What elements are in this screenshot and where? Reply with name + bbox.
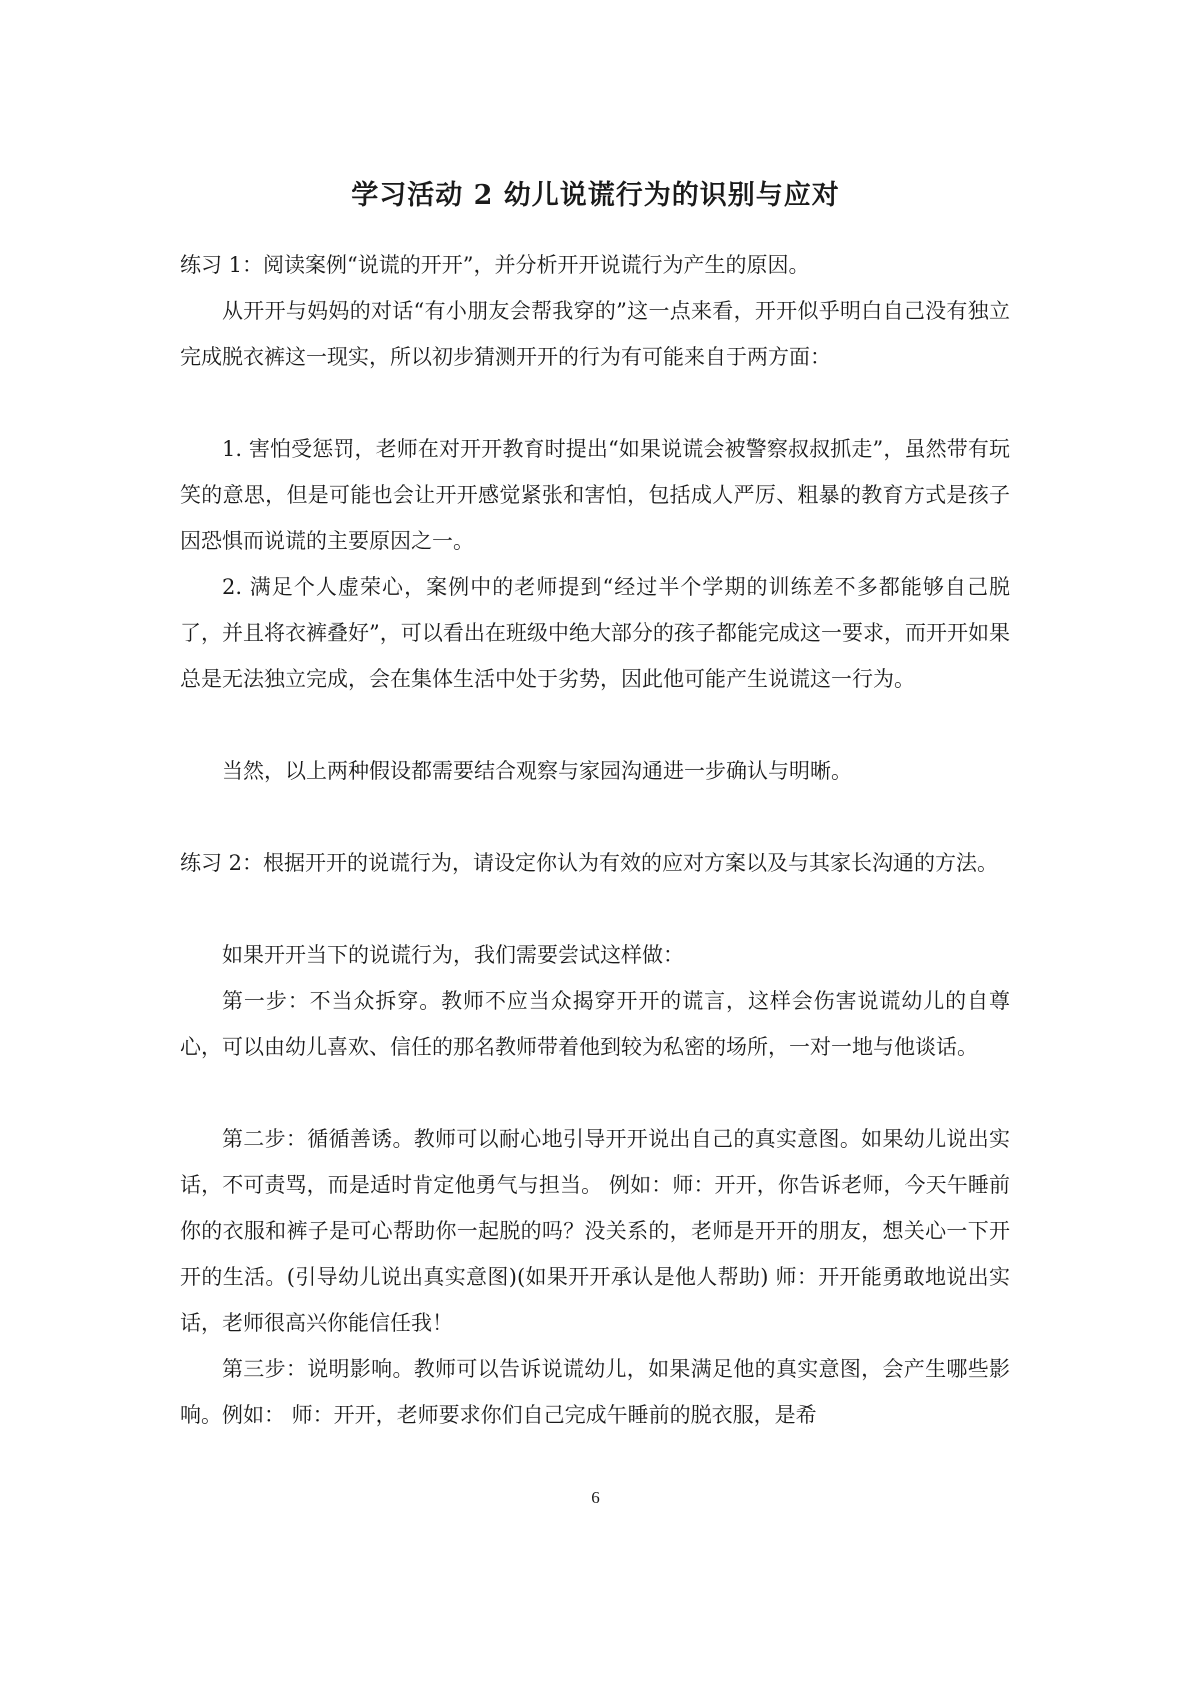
exercise1-conclusion: 当然，以上两种假设都需要结合观察与家园沟通进一步确认与明晰。	[222, 759, 852, 783]
exercise2-step3: 第三步：说明影响。教师可以告诉说谎幼儿，如果满足他的真实意图，会产生哪些影响。例如： 师：开开，老师要求你们自己完成午睡前的脱衣服，是希	[180, 1357, 1010, 1427]
exercise1-reason1: 1. 害怕受惩罚，老师在对开开教育时提出“如果说谎会被警察叔叔抓走”，虽然带有玩笑的意思，但是可能也会让开开感觉紧张和害怕，包括成人严厉、粗暴的教育方式是孩子因恐惧而说谎的主要原因之一。	[180, 437, 1010, 553]
exercise2-step1: 第一步：不当众拆穿。教师不应当众揭穿开开的谎言，这样会伤害说谎幼儿的自尊心，可以由幼儿喜欢、信任的那名教师带着他到较为私密的场所，一对一地与他谈话。	[180, 989, 1010, 1059]
exercise1-reason2: 2. 满足个人虚荣心，案例中的老师提到“经过半个学期的训练差不多都能够自己脱了，并且将衣裤叠好”，可以看出在班级中绝大部分的孩子都能完成这一要求，而开开如果总是无法独立完成，会在集体生活中处于劣势，因此他可能产生说谎这一行为。	[180, 575, 1010, 691]
exercise2-step2: 第二步：循循善诱。教师可以耐心地引导开开说出自己的真实意图。如果幼儿说出实话，不可责骂，而是适时肯定他勇气与担当。 例如：师：开开，你告诉老师，今天午睡前你的衣服和裤子是可心帮助你一起脱的吗？没关系的，老师是开开的朋友，想关心一下开开的生活。(引导幼儿说出真实意图)(如果开开承认是他人帮助) 师：开开能勇敢地说出实话，老师很高兴你能信任我！	[180, 1127, 1010, 1335]
exercise1-intro: 从开开与妈妈的对话“有小朋友会帮我穿的”这一点来看，开开似乎明白自己没有独立完成脱衣裤这一现实，所以初步猜测开开的行为有可能来自于两方面：	[180, 299, 1010, 369]
exercise1-heading: 练习 1：阅读案例“说谎的开开”，并分析开开说谎行为产生的原因。	[180, 253, 810, 277]
exercise2-heading: 练习 2：根据开开的说谎行为，请设定你认为有效的应对方案以及与其家长沟通的方法。	[180, 851, 999, 875]
exercise2-intro: 如果开开当下的说谎行为，我们需要尝试这样做：	[222, 943, 684, 967]
page-number: 6	[591, 1488, 600, 1507]
page-title: 学习活动 2 幼儿说谎行为的识别与应对	[351, 180, 840, 212]
